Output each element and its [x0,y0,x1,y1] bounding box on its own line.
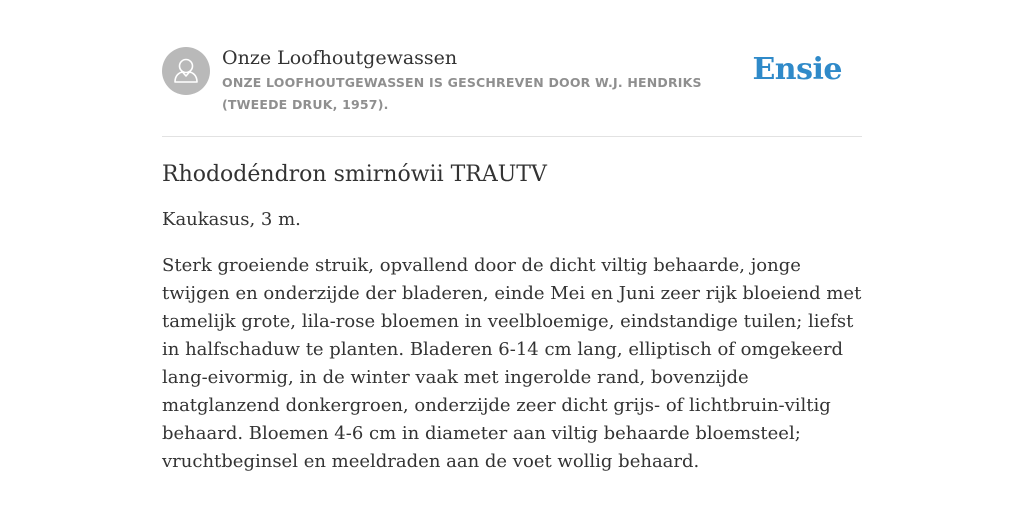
author-avatar[interactable] [162,47,210,95]
author-name[interactable]: Onze Loofhoutgewassen [222,47,458,69]
author-info [222,44,752,116]
article-title: Rhododéndron smirnówii TRAUTV [162,162,547,187]
author-description: ONZE LOOFHOUTGEWASSEN IS GESCHREVEN DOOR W.J. HENDRIKS (TWEEDE DRUK, 1957). [222,75,702,112]
article-paragraph: Kaukasus, 3 m. [162,209,301,230]
article-paragraph: Sterk groeiende struik, opvallend door de dicht viltig behaarde, jonge twijgen en onderzijde der bladeren, einde Mei en Juni zeer rijk bloeiend met tamelijk grote, lila-rose bloemen in veelbloemige, eindstandige tuilen; liefst in halfschaduw te planten. Bladeren 6-14 cm lang, elliptisch of omgekeerd lang-eivormig, in de winter vaak met ingerolde rand, bovenzijde matglanzend donkergroen, onderzijde zeer dicht grijs- of lichtbruin-viltig behaard. Bloemen 4-6 cm in diameter aan viltig behaarde bloemsteel; vruchtbeginsel en meeldraden aan de voet wollig behaard. [162,255,862,472]
author-header [162,44,862,137]
article-content [162,155,862,494]
user-silhouette-icon [162,47,210,95]
brand-logo[interactable]: Ensie [752,52,842,87]
